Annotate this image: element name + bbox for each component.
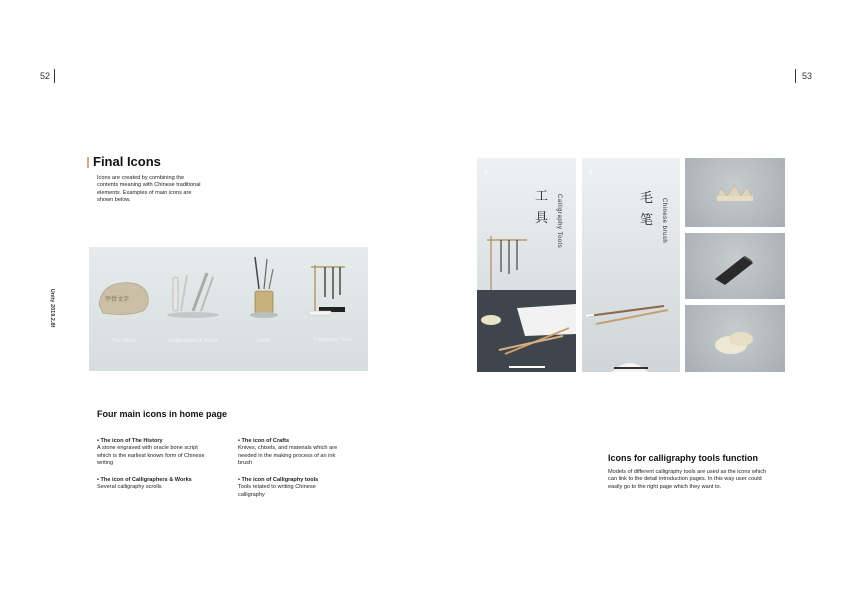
page-number-divider-right <box>795 69 796 83</box>
icon-desc-history-title: • The icon of The History <box>97 438 163 444</box>
side-version-label <box>47 280 57 340</box>
tools-rack-icon <box>309 265 345 315</box>
icon-desc-crafts <box>238 438 346 467</box>
brush-rest-icon <box>685 158 785 227</box>
page-number-left: 52 <box>40 71 51 81</box>
tools-function-heading: Icons for calligraphy tools function <box>608 453 759 463</box>
title-accent-bar <box>87 157 89 168</box>
crafts-pot-icon <box>250 257 278 318</box>
icon-desc-history-text: A stone engraved with oracle bone script which is the earliest known form of Chinese writing <box>97 445 205 466</box>
vertical-title-tools: Calligraphy Tools <box>556 194 562 249</box>
side-version-text: Unity 2019.2.8f <box>49 288 55 328</box>
section-description: Icons are created by combining the contents meaning with Chinese traditional elements. Examples of main icons are shown below. <box>97 175 201 203</box>
ink-stone-icon <box>685 305 785 372</box>
tools-scene <box>477 158 576 372</box>
home-icons-panel <box>89 247 368 371</box>
icon-desc-calligraphers <box>97 477 209 492</box>
tools-function-text: Models of different calligraphy tools are used as the icons which can link to the detail introduction pages. In this way user could easily go to the right page which they want to. <box>608 469 767 490</box>
label-crafts: Crafts <box>256 338 270 344</box>
tile-brush-rest[interactable] <box>685 158 785 227</box>
icon-desc-crafts-text: Knives, chisels, and materials which are needed in the making process of an ink brush <box>238 445 338 466</box>
page-number-right: 53 <box>802 71 813 81</box>
back-icon[interactable]: ‹ <box>589 165 593 179</box>
history-stone-icon <box>99 283 148 315</box>
four-icons-heading: Four main icons in home page <box>97 409 228 419</box>
ink-stick-icon <box>685 233 785 299</box>
app-screen-calligraphy-tools <box>477 158 576 372</box>
icon-desc-history <box>97 438 209 467</box>
icon-desc-tools-text: Tools related to writing Chinese calligraphy <box>238 484 316 498</box>
icon-desc-tools-title: • The icon of Calligraphy tools <box>238 477 319 483</box>
scrolls-icon <box>167 273 219 318</box>
tile-ink-stone[interactable] <box>685 305 785 372</box>
icon-desc-tools <box>238 477 330 499</box>
label-calligraphers-works: Calligraphers & Works <box>168 338 218 344</box>
label-the-history: The History <box>111 338 137 344</box>
icon-desc-calligraphers-title: • The icon of Calligraphers & Works <box>97 477 192 483</box>
home-icons-illustration <box>89 247 368 371</box>
app-screen-chinese-brush <box>582 158 680 372</box>
label-calligraphy-tools: Calligraphy Tools <box>314 337 352 343</box>
section-title: Final Icons <box>93 154 161 169</box>
chinese-title-tools: 工 具 <box>535 189 549 226</box>
back-icon[interactable]: ‹ <box>484 165 488 179</box>
brush-scene <box>582 158 680 372</box>
icon-desc-crafts-title: • The icon of Crafts <box>238 438 290 444</box>
tile-ink-stick[interactable] <box>685 233 785 299</box>
vertical-title-brush: Chinese brush <box>661 198 667 244</box>
svg-text:甲骨文字: 甲骨文字 <box>105 296 130 303</box>
chinese-title-brush: 毛 笔 <box>640 191 654 228</box>
page-number-divider-left <box>54 69 55 83</box>
icon-desc-calligraphers-text: Several calligraphy scrolls <box>97 484 162 491</box>
